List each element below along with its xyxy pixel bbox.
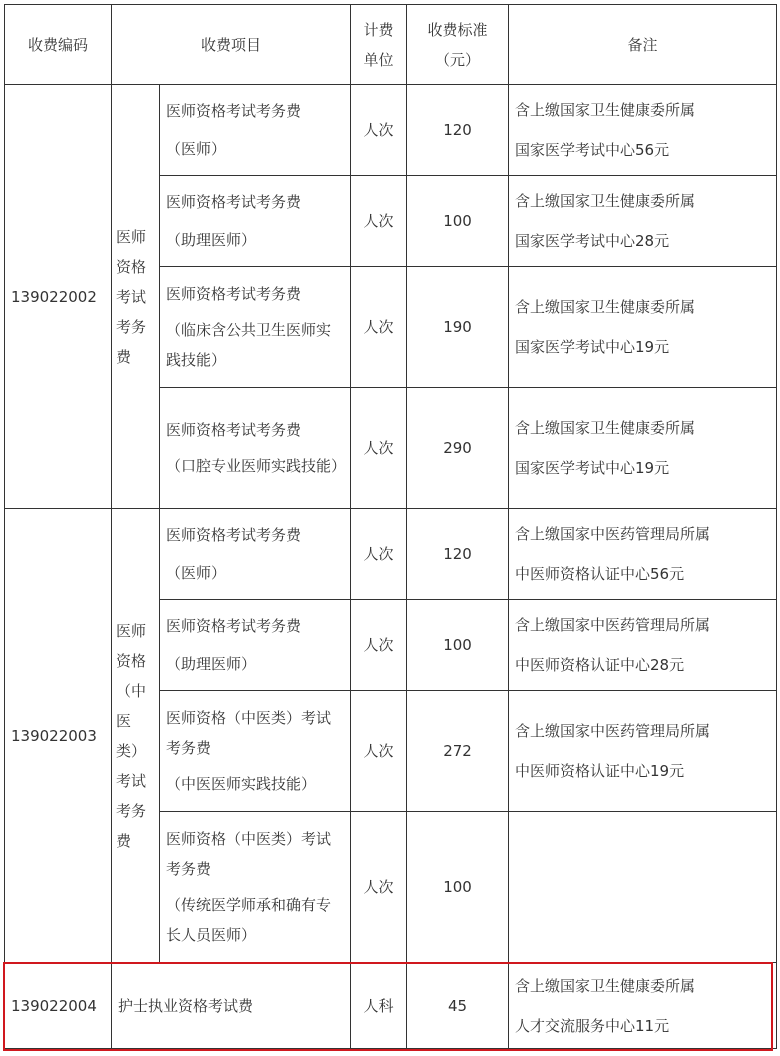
item-cell: 医师资格（中医类）考试考务费 （中医医师实践技能） (160, 691, 351, 812)
fee-cell: 100 (407, 600, 509, 691)
header-note: 备注 (509, 5, 777, 85)
fee-cell: 45 (407, 963, 509, 1049)
table-row (5, 509, 777, 600)
fee-code-cell: 139022003 (5, 509, 112, 963)
fee-table (4, 4, 777, 1049)
item-cell: 护士执业资格考试费 (112, 963, 351, 1049)
unit-cell: 人次 (351, 691, 407, 812)
item-cell: 医师资格考试考务费 （助理医师） (160, 176, 351, 267)
unit-cell: 人次 (351, 600, 407, 691)
table-row-highlighted (5, 963, 777, 1049)
unit-cell: 人次 (351, 267, 407, 388)
fee-code-cell: 139022004 (5, 963, 112, 1049)
item-cell: 医师资格考试考务费 （口腔专业医师实践技能） (160, 388, 351, 509)
fee-cell: 100 (407, 812, 509, 963)
header-row (5, 5, 777, 85)
note-cell: 含上缴国家中医药管理局所属 中医师资格认证中心19元 (509, 691, 777, 812)
item-cell: 医师资格（中医类）考试考务费 （传统医学师承和确有专长人员医师） (160, 812, 351, 963)
unit-cell: 人科 (351, 963, 407, 1049)
note-cell: 含上缴国家中医药管理局所属 中医师资格认证中心28元 (509, 600, 777, 691)
item-cell: 医师资格考试考务费 （医师） (160, 85, 351, 176)
fee-cell: 272 (407, 691, 509, 812)
header-unit: 计费 单位 (351, 5, 407, 85)
fee-cell: 120 (407, 85, 509, 176)
note-cell: 含上缴国家中医药管理局所属 中医师资格认证中心56元 (509, 509, 777, 600)
unit-cell: 人次 (351, 812, 407, 963)
note-cell (509, 812, 777, 963)
category-cell: 医师 资格 （中 医 类） 考试 考务 费 (112, 509, 160, 963)
fee-cell: 290 (407, 388, 509, 509)
unit-cell: 人次 (351, 85, 407, 176)
table-row (5, 85, 777, 176)
category-cell: 医师 资格 考试 考务 费 (112, 85, 160, 509)
header-item: 收费项目 (112, 5, 351, 85)
unit-cell: 人次 (351, 388, 407, 509)
fee-cell: 120 (407, 509, 509, 600)
header-code: 收费编码 (5, 5, 112, 85)
item-cell: 医师资格考试考务费 （临床含公共卫生医师实践技能） (160, 267, 351, 388)
note-cell: 含上缴国家卫生健康委所属 国家医学考试中心19元 (509, 267, 777, 388)
unit-cell: 人次 (351, 176, 407, 267)
fee-code-cell: 139022002 (5, 85, 112, 509)
item-cell: 医师资格考试考务费 （医师） (160, 509, 351, 600)
note-cell: 含上缴国家卫生健康委所属 国家医学考试中心56元 (509, 85, 777, 176)
unit-cell: 人次 (351, 509, 407, 600)
fee-cell: 100 (407, 176, 509, 267)
note-cell: 含上缴国家卫生健康委所属 国家医学考试中心19元 (509, 388, 777, 509)
header-fee: 收费标准 （元） (407, 5, 509, 85)
note-cell: 含上缴国家卫生健康委所属 国家医学考试中心28元 (509, 176, 777, 267)
note-cell: 含上缴国家卫生健康委所属 人才交流服务中心11元 (509, 963, 777, 1049)
fee-cell: 190 (407, 267, 509, 388)
item-cell: 医师资格考试考务费 （助理医师） (160, 600, 351, 691)
